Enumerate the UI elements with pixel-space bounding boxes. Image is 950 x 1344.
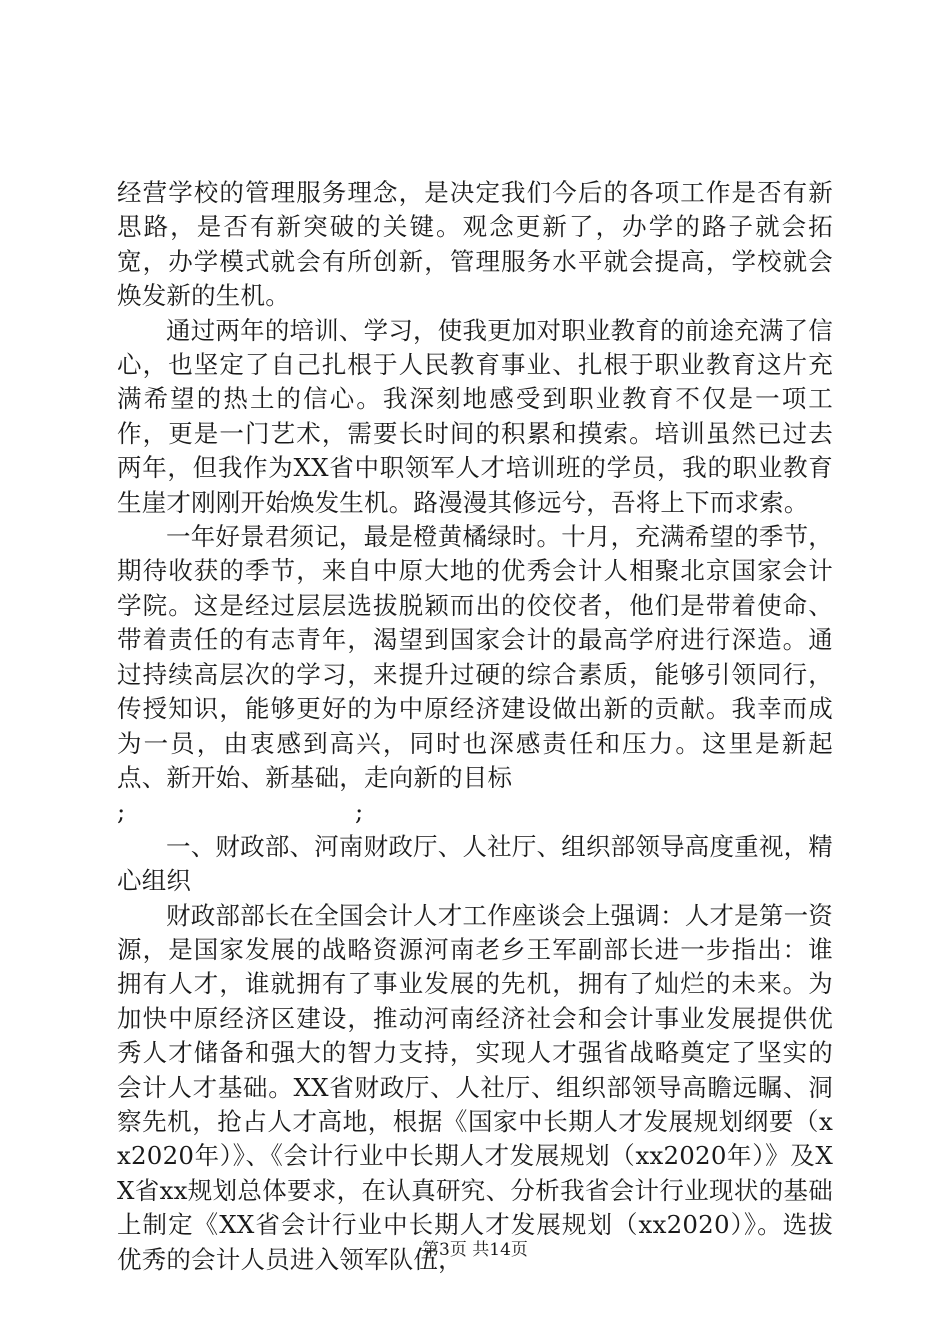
paragraph-3: 一年好景君须记，最是橙黄橘绿时。十月，充满希望的季节，期待收获的季节，来自中原大地的优秀会计人相聚北京国家会计学院。这是经过层层选拔脱颖而出的佼佼者，他们是带着使命、带着责任的有志青年，渴望到国家会计的最高学府进行深造。通过持续高层次的学习，来提升过硬的综合素质，能够引领同行，传授知识，能够更好的为中原经济建设做出新的贡献。我幸而成为一员，由衷感到高兴，同时也深感责任和压力。这里是新起点、新开始、新基础，走向新的目标 — [117, 522, 833, 792]
page-number-footer: 第3页 共14页 — [422, 1240, 528, 1260]
semicolon-1: ; — [117, 797, 126, 827]
section-heading-1: 一、财政部、河南财政厅、人社厅、组织部领导高度重视，精心组织 — [117, 831, 833, 896]
semicolon-2: ; — [355, 797, 364, 827]
paragraph-2: 通过两年的培训、学习，使我更加对职业教育的前途充满了信心，也坚定了自己扎根于人民教育事业、扎根于职业教育这片充满希望的热土的信心。我深刻地感受到职业教育不仅是一项工作，更是一门艺术，需要长时间的积累和摸索。培训虽然已过去两年，但我作为XX省中职领军人才培训班的学员，我的职业教育生崖才刚刚开始焕发生机。路漫漫其修远兮，吾将上下而求索。 — [117, 315, 833, 517]
document-body — [117, 176, 833, 1277]
paragraph-4: 财政部部长在全国会计人才工作座谈会上强调：人才是第一资源，是国家发展的战略资源河南老乡王军副部长进一步指出：谁拥有人才，谁就拥有了事业发展的先机，拥有了灿烂的未来。为加快中原经济区建设，推动河南经济社会和会计事业发展提供优秀人才储备和强大的智力支持，实现人才强省战略奠定了坚实的会计人才基础。XX省财政厅、人社厅、组织部领导高瞻远瞩、洞察先机，抢占人才高地，根据《国家中长期人才发展规划纲要（xx2020年）》、《会计行业中长期人才发展规划（xx2020年）》及XX省xx规划总体要求，在认真研究、分析我省会计行业现状的基础上制定《XX省会计行业中长期人才发展规划（xx2020）》。选拔优秀的会计人员进入领军队伍， — [117, 900, 833, 1274]
paragraph-1: 经营学校的管理服务理念，是决定我们今后的各项工作是否有新思路，是否有新突破的关键。观念更新了，办学的路子就会拓宽，办学模式就会有所创新，管理服务水平就会提高，学校就会焕发新的生机。 — [117, 178, 833, 311]
semicolon-line — [117, 795, 833, 829]
